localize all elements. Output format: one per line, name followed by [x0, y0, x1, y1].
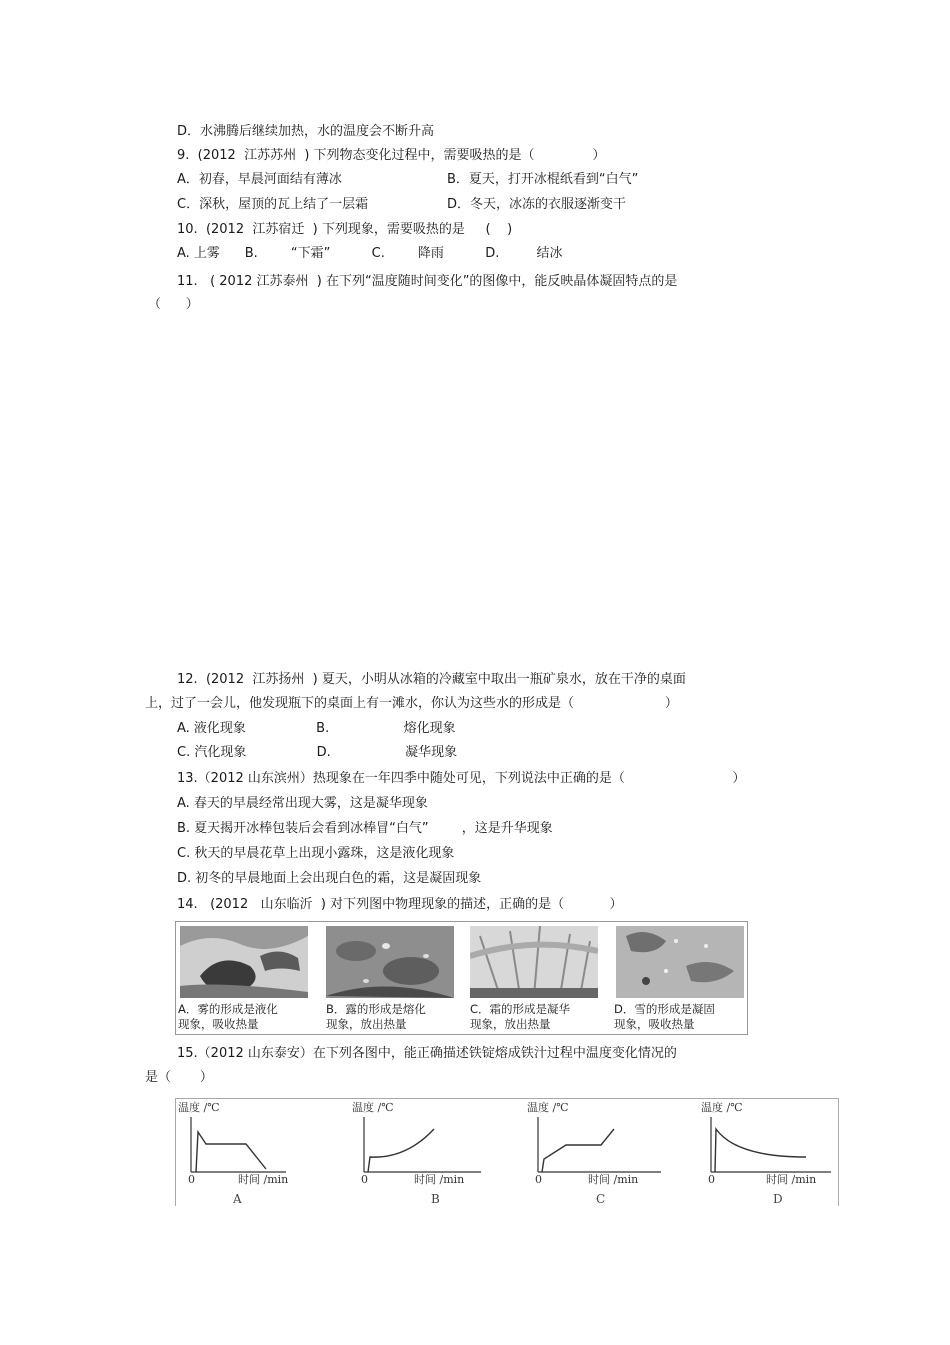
q14-stem: 14. (2012 山东临沂 ) 对下列图中物理现象的描述，正确的是（ ）	[177, 897, 623, 912]
graph-d-ylabel: 温度 /℃	[701, 1101, 743, 1114]
graph-d-xlabel: 时间 /min	[766, 1173, 817, 1186]
graph-a-ylabel: 温度 /℃	[178, 1101, 220, 1114]
q11-stem-line2: （ ）	[148, 297, 199, 312]
graph-b-origin: 0	[361, 1173, 368, 1186]
q14-caption-b: B．露的形成是熔化 现象，放出热量	[326, 1002, 426, 1031]
graph-a-origin: 0	[188, 1173, 195, 1186]
q8-option-d: D．水沸腾后继续加热，水的温度会不断升高	[177, 124, 435, 139]
frost-photo	[470, 926, 598, 998]
graph-d-origin: 0	[708, 1173, 715, 1186]
graph-b-letter: B	[431, 1192, 440, 1206]
q9-option-b: B．夏天，打开冰棍纸看到“白气”	[447, 172, 639, 187]
q14-caption-d: D．雪的形成是凝固 现象，吸收热量	[614, 1002, 715, 1031]
dew-photo	[326, 926, 454, 998]
q10-options: A. 上雾 B. “下霜” C. 降雨 D. 结冰	[177, 246, 563, 261]
graph-c-xlabel: 时间 /min	[588, 1173, 639, 1186]
q15-graphs	[175, 1098, 839, 1206]
q14-photo-strip	[175, 921, 748, 1035]
q9-option-c: C．深秋，屋顶的瓦上结了一层霜	[177, 197, 369, 212]
graph-a	[178, 1100, 288, 1206]
snow-photo	[616, 926, 744, 998]
graph-c	[527, 1100, 661, 1206]
q13-stem: 13.（2012 山东滨州）热现象在一年四季中随处可见，下列说法中正确的是（ ）	[177, 771, 746, 786]
graph-c-ylabel: 温度 /℃	[527, 1101, 569, 1114]
q13-option-b: B. 夏天揭开冰棒包装后会看到冰棒冒“白气” ，这是升华现象	[177, 821, 553, 836]
q12-options-row1: A. 液化现象 B. 熔化现象	[177, 721, 456, 736]
q9-stem: 9. (2012 江苏苏州 ) 下列物态变化过程中，需要吸热的是（ ）	[177, 148, 606, 163]
graph-b	[352, 1100, 481, 1206]
graph-a-xlabel: 时间 /min	[238, 1173, 289, 1186]
graph-d-letter: D	[773, 1192, 783, 1206]
q13-option-d: D. 初冬的早晨地面上会出现白色的霜，这是凝固现象	[177, 871, 482, 886]
graph-c-origin: 0	[535, 1173, 542, 1186]
graph-b-ylabel: 温度 /℃	[352, 1101, 394, 1114]
q13-option-c: C. 秋天的早晨花草上出现小露珠，这是液化现象	[177, 846, 455, 861]
q12-stem-line1: 12. (2012 江苏扬州 ) 夏天，小明从冰箱的冷藏室中取出一瓶矿泉水，放在干净的桌面	[177, 672, 686, 687]
graph-b-xlabel: 时间 /min	[414, 1173, 465, 1186]
q10-stem: 10. (2012 江苏宿迁 ) 下列现象，需要吸热的是 ( )	[177, 222, 513, 237]
q12-options-row2: C. 汽化现象 D. 凝华现象	[177, 745, 458, 760]
q14-caption-a: A．雾的形成是液化 现象，吸收热量	[178, 1002, 278, 1031]
q11-stem-line1: 11. ( 2012 江苏泰州 ) 在下列“温度随时间变化”的图像中，能反映晶体凝固特点的是	[177, 274, 678, 289]
fog-photo	[180, 926, 308, 998]
graph-c-letter: C	[596, 1192, 606, 1206]
q9-option-d: D．冬天，冰冻的衣服逐渐变干	[447, 197, 627, 212]
q12-stem-line2: 上，过了一会儿，他发现瓶下的桌面上有一滩水，你认为这些水的形成是（ ）	[145, 696, 678, 711]
q14-caption-c: C．霜的形成是凝华 现象，放出热量	[470, 1002, 571, 1031]
q13-option-a: A. 春天的早晨经常出现大雾，这是凝华现象	[177, 796, 428, 811]
graph-d	[701, 1100, 831, 1206]
q9-option-a: A．初春，早晨河面结有薄冰	[177, 172, 342, 187]
q15-stem-line2: 是（ ）	[145, 1070, 213, 1085]
q15-stem-line1: 15.（2012 山东泰安）在下列各图中，能正确描述铁锭熔成铁汁过程中温度变化情况的	[177, 1046, 677, 1061]
graph-a-letter: A	[233, 1192, 242, 1206]
